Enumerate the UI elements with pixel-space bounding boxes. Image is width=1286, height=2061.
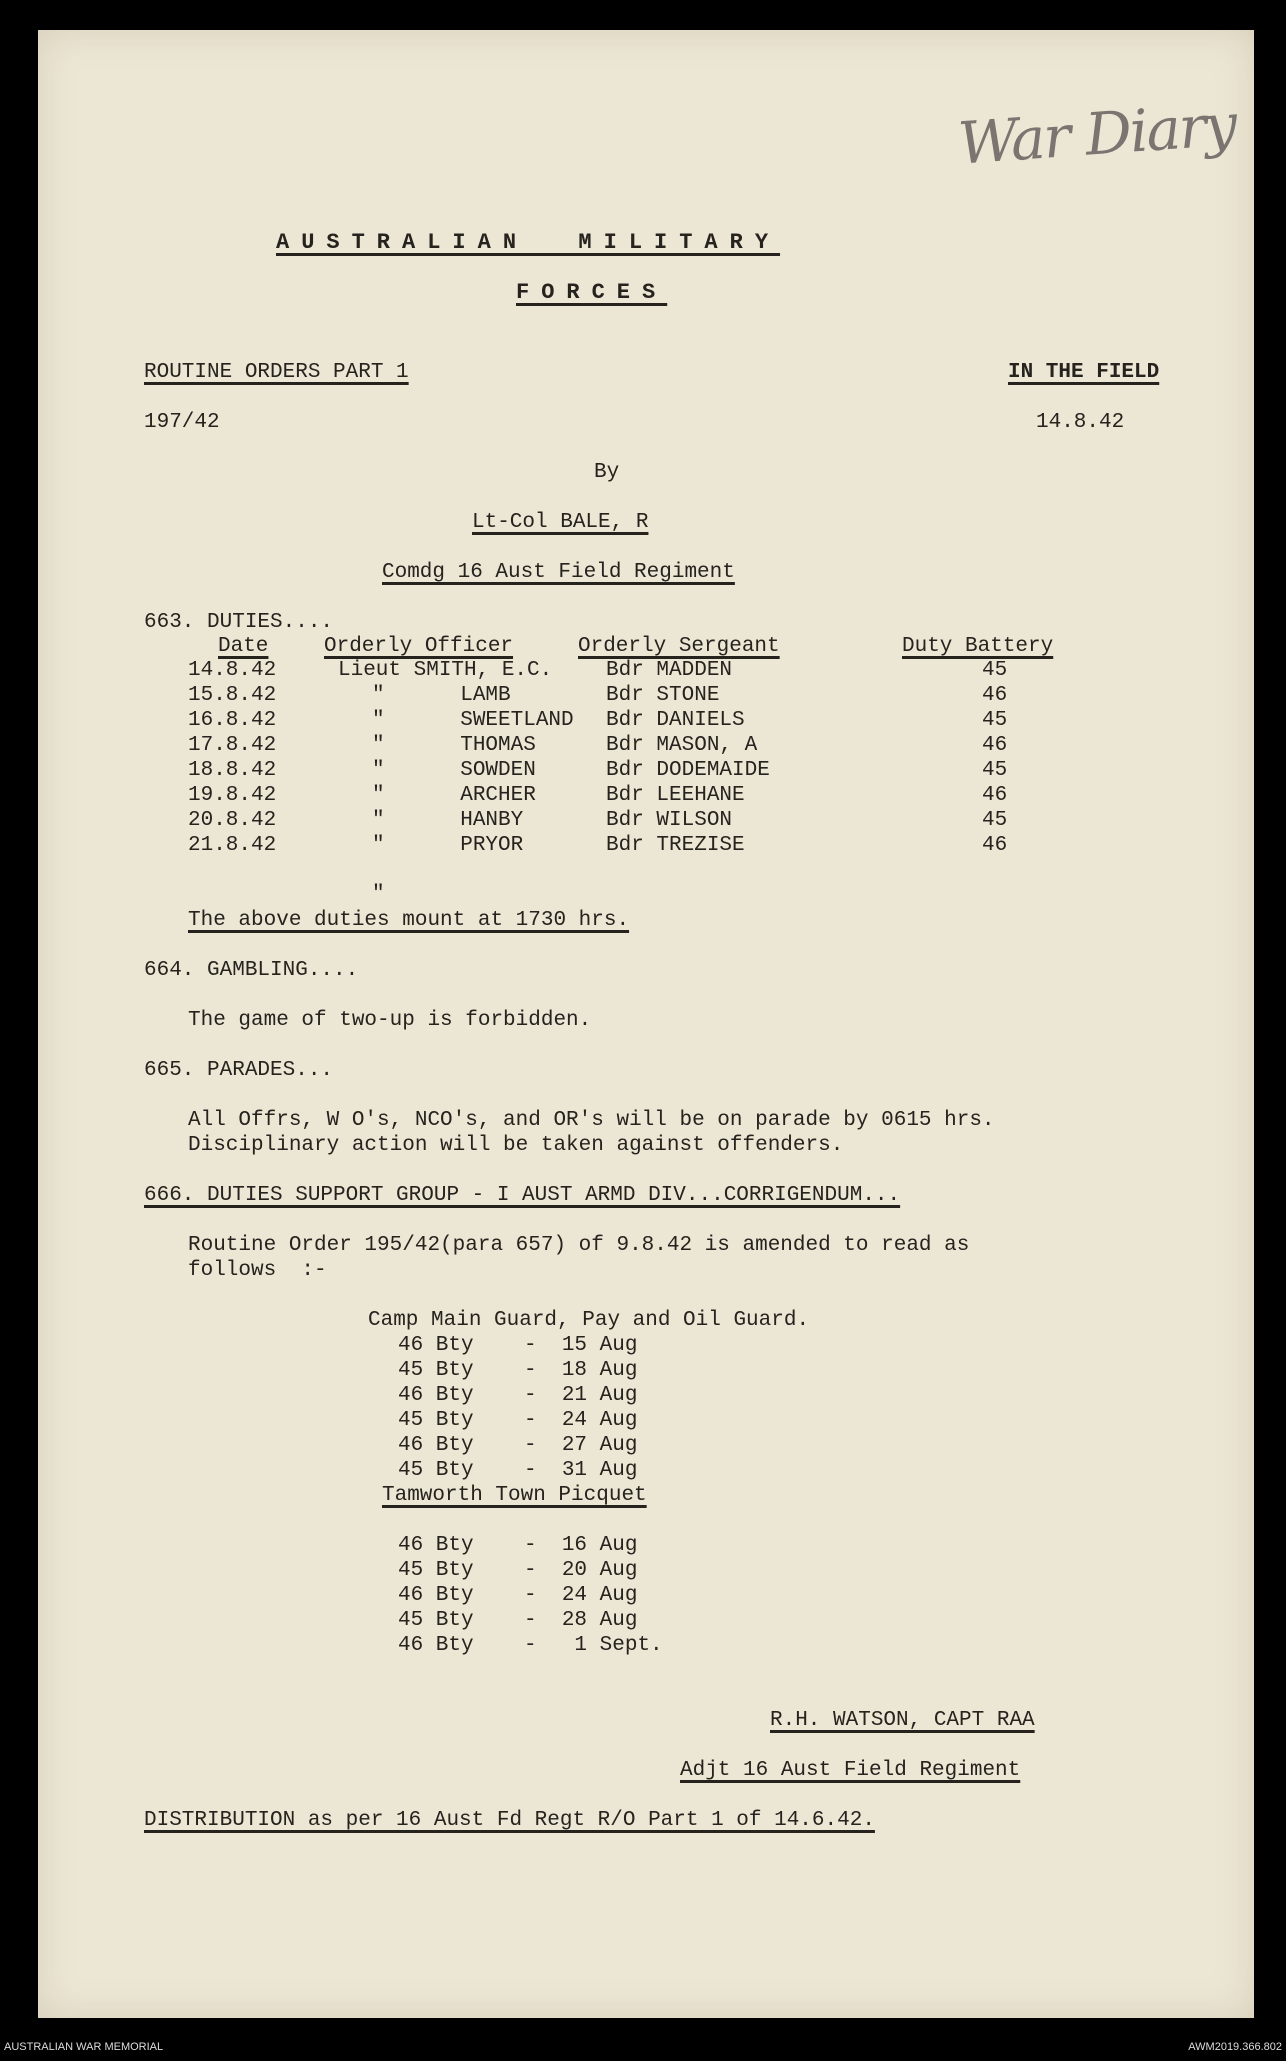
duty-sergeant-cell: Bdr LEEHANE	[606, 784, 745, 807]
commander-name: Lt-Col BALE, R	[472, 511, 649, 534]
duty-battery-cell: 45	[982, 759, 1008, 782]
order-date: 14.8.42	[1036, 411, 1125, 434]
duty-officer-cell: " LAMB	[372, 684, 511, 707]
support-line1: Routine Order 195/42(para 657) of 9.8.42 is amended to read as	[188, 1234, 970, 1257]
duty-battery-cell: 46	[982, 834, 1008, 857]
duty-date-cell: 18.8.42	[188, 759, 277, 782]
gambling-heading: 664. GAMBLING....	[144, 959, 359, 982]
schedule-entry: 45 Bty - 18 Aug	[398, 1359, 638, 1382]
duty-sergeant-cell: Bdr STONE	[606, 684, 720, 707]
footer-left: AUSTRALIAN WAR MEMORIAL	[4, 2041, 164, 2053]
schedule-entry: 46 Bty - 24 Aug	[398, 1584, 638, 1607]
duty-officer-cell: " HANBY	[372, 809, 524, 832]
duties-note: The above duties mount at 1730 hrs.	[188, 909, 630, 932]
handwritten-annotation: War Diary	[955, 90, 1238, 178]
duty-officer-cell: " ARCHER	[372, 784, 536, 807]
order-number: 197/42	[144, 411, 220, 434]
duty-battery-cell: 46	[982, 784, 1008, 807]
header-line1: AUSTRALIAN MILITARY	[276, 230, 781, 255]
schedule-entry: 46 Bty - 15 Aug	[398, 1334, 638, 1357]
duty-officer-cell: " SWEETLAND	[372, 709, 574, 732]
schedule-entry: 46 Bty - 21 Aug	[398, 1384, 638, 1407]
duty-battery-cell: 45	[982, 709, 1008, 732]
duty-date-cell: 20.8.42	[188, 809, 277, 832]
duty-sergeant-cell: Bdr DANIELS	[606, 709, 745, 732]
command-unit: Comdg 16 Aust Field Regiment	[382, 561, 735, 584]
routine-orders-title: ROUTINE ORDERS PART 1	[144, 361, 409, 384]
camp-guard-title: Camp Main Guard, Pay and Oil Guard.	[368, 1309, 810, 1332]
duty-battery-cell: 46	[982, 684, 1008, 707]
duty-officer-cell: " SOWDEN	[372, 759, 536, 782]
schedule-entry: 46 Bty - 27 Aug	[398, 1434, 638, 1457]
duty-date-cell: 19.8.42	[188, 784, 277, 807]
signature-name: R.H. WATSON, CAPT RAA	[770, 1709, 1035, 1732]
document-page	[38, 30, 1254, 2018]
col-orderly-sergeant: Orderly Sergeant	[578, 635, 780, 658]
header-line2: FORCES	[516, 280, 668, 305]
schedule-entry: 45 Bty - 28 Aug	[398, 1609, 638, 1632]
duty-date-cell: 21.8.42	[188, 834, 277, 857]
duty-date-cell: 15.8.42	[188, 684, 277, 707]
picquet-title: Tamworth Town Picquet	[382, 1484, 647, 1507]
gambling-text: The game of two-up is forbidden.	[188, 1009, 592, 1032]
duty-sergeant-cell: Bdr WILSON	[606, 809, 733, 832]
footer-right: AWM2019.366.802	[1188, 2041, 1282, 2053]
schedule-entry: 46 Bty - 1 Sept.	[398, 1634, 663, 1657]
support-heading: 666. DUTIES SUPPORT GROUP - I AUST ARMD DIV...CORRIGENDUM...	[144, 1184, 901, 1207]
parades-heading: 665. PARADES...	[144, 1059, 334, 1082]
in-the-field: IN THE FIELD	[1008, 361, 1160, 384]
signature-title: Adjt 16 Aust Field Regiment	[680, 1759, 1021, 1782]
duties-heading: 663. DUTIES....	[144, 611, 334, 634]
duty-sergeant-cell: Bdr DODEMAIDE	[606, 759, 770, 782]
duty-date-cell: 17.8.42	[188, 734, 277, 757]
schedule-entry: 45 Bty - 24 Aug	[398, 1409, 638, 1432]
ditto-mark: "	[372, 883, 385, 906]
support-line2: follows :-	[188, 1259, 327, 1282]
schedule-entry: 46 Bty - 16 Aug	[398, 1534, 638, 1557]
duty-sergeant-cell: Bdr TREZISE	[606, 834, 745, 857]
duty-date-cell: 14.8.42	[188, 659, 277, 682]
duty-battery-cell: 45	[982, 659, 1008, 682]
by-label: By	[594, 461, 620, 484]
schedule-entry: 45 Bty - 31 Aug	[398, 1459, 638, 1482]
duty-officer-cell: " PRYOR	[372, 834, 524, 857]
duty-battery-cell: 46	[982, 734, 1008, 757]
schedule-entry: 45 Bty - 20 Aug	[398, 1559, 638, 1582]
duty-date-cell: 16.8.42	[188, 709, 277, 732]
duty-battery-cell: 45	[982, 809, 1008, 832]
distribution: DISTRIBUTION as per 16 Aust Fd Regt R/O Part 1 of 14.6.42.	[144, 1809, 875, 1832]
col-duty-battery: Duty Battery	[902, 635, 1054, 658]
duty-sergeant-cell: Bdr MASON, A	[606, 734, 758, 757]
duty-officer-cell: " THOMAS	[372, 734, 536, 757]
col-orderly-officer: Orderly Officer	[324, 635, 514, 658]
parades-line1: All Offrs, W O's, NCO's, and OR's will be on parade by 0615 hrs.	[188, 1109, 995, 1132]
parades-line2: Disciplinary action will be taken against offenders.	[188, 1134, 844, 1157]
duty-officer-cell: Lieut SMITH, E.C.	[338, 659, 553, 682]
duty-sergeant-cell: Bdr MADDEN	[606, 659, 733, 682]
col-date: Date	[218, 635, 269, 658]
